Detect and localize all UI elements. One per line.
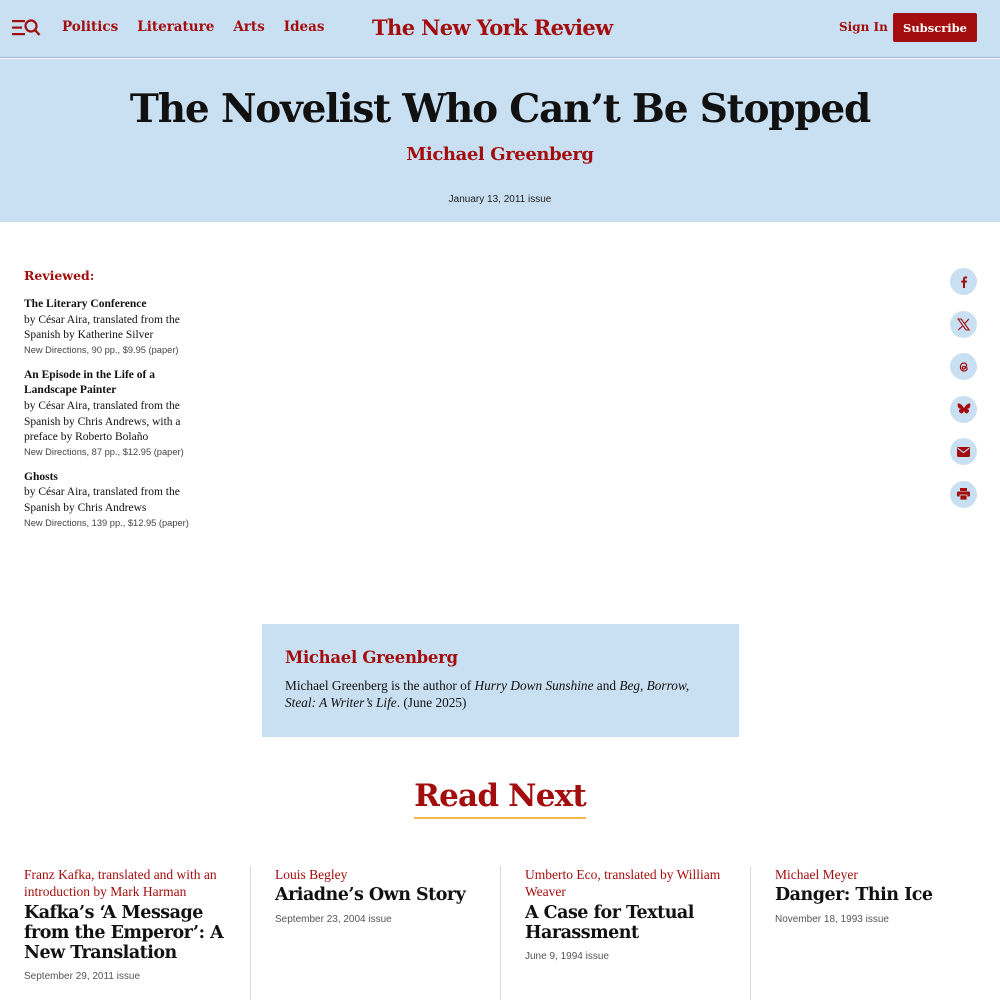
read-next-card[interactable] <box>500 866 736 1000</box>
nav-politics-link[interactable]: Politics <box>62 19 119 35</box>
read-next-card[interactable] <box>250 866 486 1000</box>
reviewed-heading: Reviewed: <box>24 268 95 283</box>
article-title: The Novelist Who Can’t Be Stopped <box>129 86 871 132</box>
book-title: An Episode in the Life of a Landscape Painter <box>24 368 155 397</box>
card-date[interactable]: June 9, 1994 issue <box>525 951 609 963</box>
reviewed-book <box>24 470 196 530</box>
nav-ideas-link[interactable]: Ideas <box>283 19 325 35</box>
card-date[interactable]: September 23, 2004 issue <box>275 913 392 925</box>
bio-author-name-link[interactable]: Michael Greenberg <box>285 648 458 667</box>
share-print-button[interactable] <box>950 481 977 508</box>
reviewed-book <box>24 368 196 459</box>
share-bluesky-button[interactable] <box>950 396 977 423</box>
card-author[interactable]: Michael Meyer <box>775 867 858 882</box>
bio-book-title: Beg, Borrow, Steal: A Writer’s Life <box>285 678 690 711</box>
reviewed-book <box>24 297 196 357</box>
share-email-button[interactable] <box>950 438 977 465</box>
book-byline: by César Aira, translated from the Spanish by Katherine Silver <box>24 313 180 342</box>
email-icon <box>957 447 970 457</box>
reviewed-books <box>24 268 196 541</box>
threads-icon <box>958 361 970 373</box>
book-title: The Literary Conference <box>24 298 147 310</box>
book-publisher: New Directions, 87 pp., $12.95 (paper) <box>24 446 184 457</box>
article-issue-link[interactable]: January 13, 2011 issue <box>448 194 552 205</box>
bluesky-icon <box>957 403 971 415</box>
read-next-cards <box>0 866 1000 1000</box>
book-publisher: New Directions, 90 pp., $9.95 (paper) <box>24 344 179 355</box>
nav-literature-link[interactable]: Literature <box>137 19 215 35</box>
subscribe-button[interactable]: Subscribe <box>893 13 977 42</box>
bio-text <box>285 677 716 712</box>
card-title[interactable]: A Case for Textual Harassment <box>525 902 694 943</box>
menu-search-icon[interactable] <box>11 18 41 38</box>
bio-book-title: Hurry Down Sunshine <box>474 678 594 693</box>
x-icon <box>957 318 970 331</box>
bio-text-part: Michael Greenberg is the author of <box>285 678 475 693</box>
card-title[interactable]: Kafka’s ‘A Message from the Emperor’: A New Translation <box>24 902 224 964</box>
print-icon <box>957 488 970 500</box>
card-author[interactable]: Louis Begley <box>275 867 348 882</box>
bio-text-part: . (June 2025) <box>396 695 467 711</box>
facebook-icon <box>958 276 970 288</box>
card-date[interactable]: September 29, 2011 issue <box>24 971 141 983</box>
book-publisher: New Directions, 139 pp., $12.95 (paper) <box>24 517 189 528</box>
share-threads-button[interactable] <box>950 353 977 380</box>
read-next-card[interactable] <box>24 866 234 1000</box>
nav-arts-link[interactable]: Arts <box>233 19 265 35</box>
share-facebook-button[interactable] <box>950 268 977 295</box>
author-bio-box <box>262 624 739 737</box>
top-navigation-bar <box>0 0 1000 58</box>
section-nav <box>62 19 324 35</box>
bio-text-part: and <box>593 678 620 693</box>
sign-in-link[interactable]: Sign In <box>839 20 888 34</box>
card-date[interactable]: November 18, 1993 issue <box>775 913 889 925</box>
read-next-card[interactable] <box>750 866 976 1000</box>
share-buttons <box>950 268 977 523</box>
read-next-heading: Read Next <box>414 778 586 819</box>
article-author-link[interactable]: Michael Greenberg <box>406 144 594 165</box>
book-byline: by César Aira, translated from the Spanish by Chris Andrews, with a preface by Roberto Bolaño <box>24 399 181 444</box>
read-next-section <box>0 778 1000 819</box>
share-x-button[interactable] <box>950 311 977 338</box>
book-byline: by César Aira, translated from the Spanish by Chris Andrews <box>24 486 180 514</box>
card-author[interactable]: Franz Kafka, translated and with an introduction by Mark Harman <box>24 867 217 900</box>
card-title[interactable]: Ariadne’s Own Story <box>275 885 466 906</box>
site-logo[interactable]: The New York Review <box>372 15 613 40</box>
book-title: Ghosts <box>24 470 58 483</box>
card-title[interactable]: Danger: Thin Ice <box>775 885 933 906</box>
card-author[interactable]: Umberto Eco, translated by William Weaver <box>525 867 721 900</box>
